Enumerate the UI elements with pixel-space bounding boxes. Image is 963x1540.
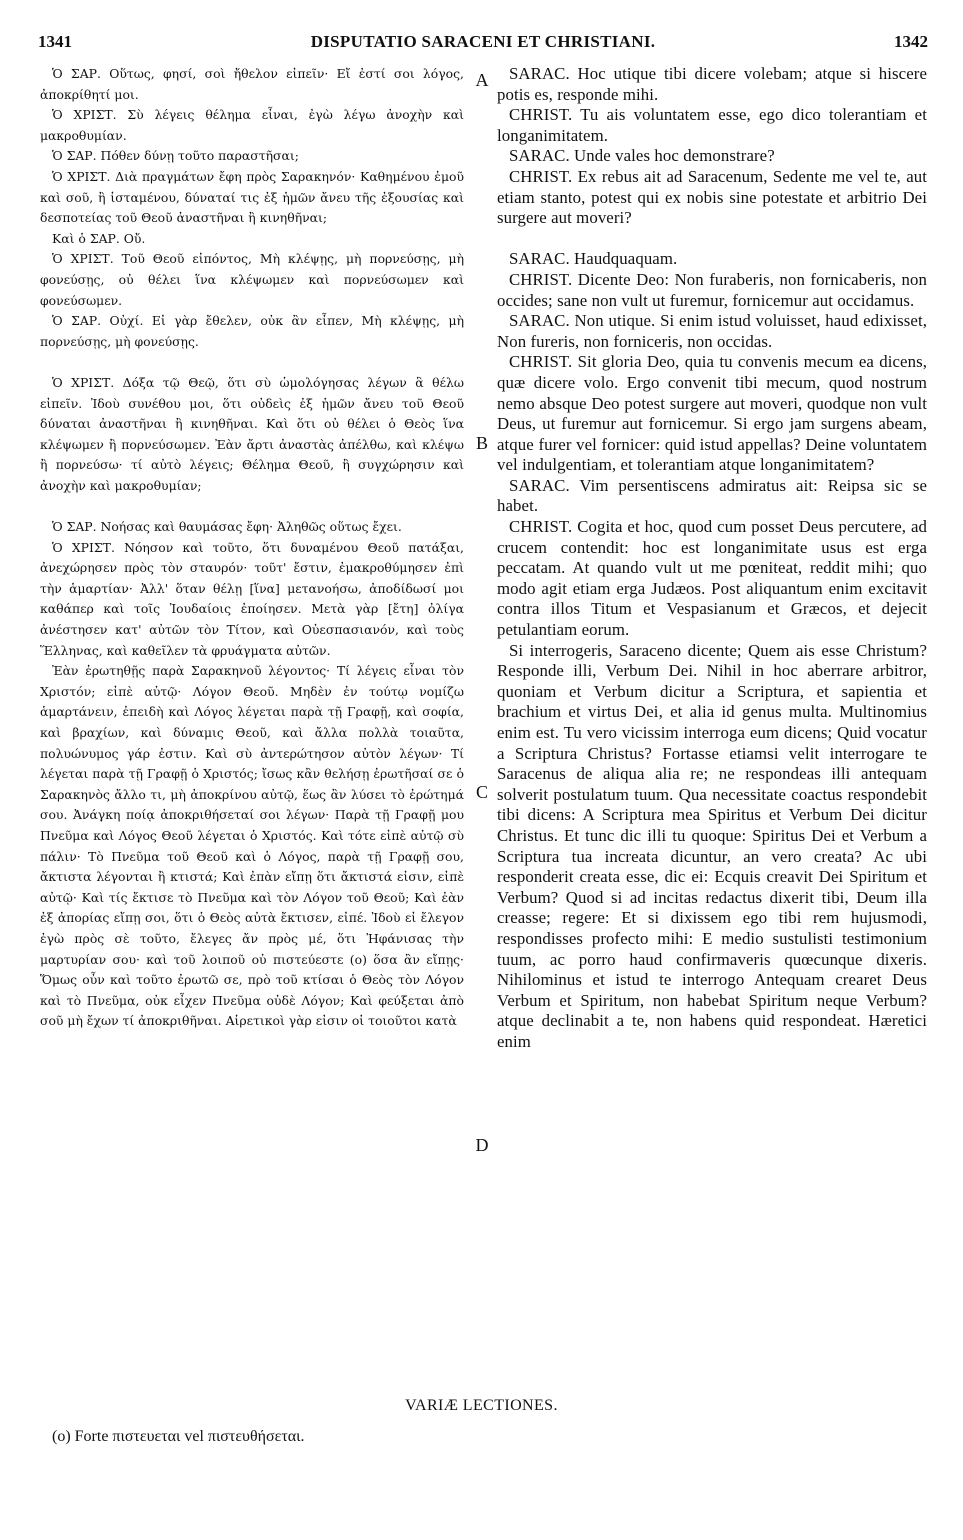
latin-paragraph: CHRIST. Ex rebus ait ad Saracenum, Sedente me vel te, aut etiam stanto, potest qui ex nobis sine potestate et arbitrio Dei surgere aut moveri?: [497, 166, 927, 228]
latin-paragraph: SARAC. Hoc utique tibi dicere volebam; atque si hiscere potis es, responde mihi.: [497, 64, 927, 104]
latin-paragraph: Si interrogeris, Saraceno dicente; Quem ais esse Christum? Responde illi, Verbum Dei. Nihil in hoc aberrare arbitror, quoniam et Verbum dicitur a Scriptura, et sapientia et brachium et virtus Dei, et alia id genus multa. Multinomius enim est. Tu vero vicissim interroga eum dicens; Quid vocatur a Scriptura Christus? Fortasse etiamsi velit interrogare te Saracenus de aliqua alia re; ne respondeas illi antequam solverit postulatum tuum. Qua necessitate coactus respondebit tibi dicens: A Scriptura mea Spiritus et Verbum Dei dicitur Christus. Et tunc dic illi tu quoque: Spiritus Dei et Verbum a Scriptura tua increata dicuntur, an vero creata? Ac ubi responderit creata esse, dic ei: Ecquis creavit Dei Spiritum et Verbum? Quod si ad incitas redactus dixerit tibi, Deum illa creasse; regere: Et si dixissem ego tibi rem hujusmodi, respondisses profecto mihi: E medio sustulisti testimonium tuum, ac porro haud confirmaveris quœcunque dixeris. Nihilominus et istud te interrogo Antequam crearet Deus Verbum et Spiritum, non habebat Spiritum neque Verbum? atque declinabit a te, non habens quid respondeat. Hæretici enim: [497, 640, 927, 1051]
paragraph-gap: [497, 229, 927, 250]
greek-paragraph: Ὁ ΣΑΡ. Οὕτως, φησί, σοὶ ἤθελον εἰπεῖν· Εἴ ἐστί σοι λόγος, ἀποκρίθητί μοι.: [40, 66, 464, 102]
greek-paragraph: Καὶ ὁ ΣΑΡ. Οὔ.: [52, 230, 146, 246]
latin-paragraph: CHRIST. Tu ais voluntatem esse, ego dico tolerantiam et longanimitatem.: [497, 105, 927, 145]
margin-letter-a: A: [475, 70, 489, 90]
greek-paragraph: Ὁ ΧΡΙΣΤ. Σὺ λέγεις θέλημα εἶναι, ἐγὼ λέγω ἀνοχὴν καὶ μακροθυμίαν.: [40, 107, 464, 143]
latin-paragraph: SARAC. Non utique. Si enim istud voluisset, haud edixisset, Non fureris, non forniceris, non occidas.: [497, 311, 927, 351]
latin-paragraph: SARAC. Unde vales hoc demonstrare?: [509, 146, 775, 166]
running-header: [38, 32, 928, 58]
latin-paragraph: CHRIST. Cogita et hoc, quod cum posset Deus percutere, ad crucem contendit: hoc est longanimitate usus est erga peccatam. At quando vult ut me pœniteat, reddit mihi; quo modo agit etiam erga Judæos. Post aliquantum enim excitavit contra illos Titum et Vespasianum et Græcos, et dejecit petulantiam eorum.: [497, 517, 927, 640]
running-title: DISPUTATIO SARACENI ET CHRISTIANI.: [310, 32, 656, 51]
greek-paragraph: Ὁ ΣΑΡ. Πόθεν δύνῃ τοῦτο παραστῆσαι;: [52, 148, 299, 164]
greek-paragraph: Ὁ ΧΡΙΣΤ. Τοῦ Θεοῦ εἰπόντος, Μὴ κλέψῃς, μὴ πορνεύσῃς, μὴ φονεύσῃς, οὐ θέλει ἵνα κλέψωμεν καὶ πορνεύσωμεν καὶ φονεύσωμεν.: [40, 251, 464, 308]
latin-paragraph: CHRIST. Sit gloria Deo, quia tu convenis mecum ea dicens, quæ dicere volo. Ergo convenit tibi mecum, quod nostrum nemo absque Deo potest surgere aut moveri, quodque non vult Deus, ut furemur aut fornicemur. Si ergo jam surgens abeam, atque furer vel fornicer: quid istud appellas? Deine voluntatem vel indulgentiam, et tolerantiam atque longanimitatem?: [497, 352, 927, 475]
greek-paragraph: Ὁ ΣΑΡ. Νοήσας καὶ θαυμάσας ἔφη· Ἀληθῶς οὕτως ἔχει.: [52, 519, 402, 535]
greek-paragraph: Ὁ ΧΡΙΣΤ. Νόησον καὶ τοῦτο, ὅτι δυναμένου Θεοῦ πατάξαι, ἀνεχώρησεν πρὸς τὸν σταυρόν· τοῦτ' ἔστιν, ἐμακροθύμησεν ἐπὶ τὴν ἁμαρτίαν· Ἀλλ' ὅταν θέλῃ [ἵνα] μετανοήσω, ἀποδίδωσί μοι καθάπερ καὶ τοῖς Ἰουδαίοις ἐποίησεν. Μετὰ γὰρ [ἔτη] ὀλίγα ἀνέστησεν κατ' αὐτῶν τὸν Τίτον, καὶ Οὐεσπασιανόν, καὶ τοὺς Ἕλληνας, καὶ καθεῖλεν τὰ φρυάγματα αὐτῶν.: [40, 539, 464, 658]
latin-paragraph: CHRIST. Dicente Deo: Non furaberis, non fornicaberis, non occides; sane non vult ut furemur, fornicemur aut occidamus.: [497, 269, 927, 310]
footnote: (o) Forte πιστευεται vel πιστευθήσεται.: [52, 1428, 305, 1445]
greek-column: [40, 64, 464, 1032]
margin-letter-c: C: [475, 782, 488, 802]
latin-column: [497, 64, 927, 1053]
paragraph-gap: [40, 352, 464, 373]
latin-paragraph: SARAC. Vim persentiscens admiratus ait: Reipsa sic se habet.: [497, 475, 927, 516]
page-number-right: 1342: [894, 32, 928, 51]
greek-paragraph: Ὁ ΧΡΙΣΤ. Διὰ πραγμάτων ἔφη πρὸς Σαρακηνόν· Καθημένου ἐμοῦ καὶ σοῦ, ἢ ἱσταμένου, δύναταί τις ἐξ ἡμῶν ἄνευ τῆς ἐξουσίας καὶ δεσποτείας τοῦ Θεοῦ ἀναστῆναι ἢ κινηθῆναι;: [40, 168, 464, 226]
page-number-left: 1341: [38, 32, 72, 51]
greek-paragraph: Ὁ ΣΑΡ. Οὐχί. Εἰ γὰρ ἔθελεν, οὐκ ἂν εἶπεν, Μὴ κλέψῃς, μὴ πορνεύσῃς, μὴ φονεύσῃς.: [40, 313, 464, 349]
margin-letter-b: B: [475, 433, 488, 453]
latin-paragraph: SARAC. Haudquaquam.: [509, 249, 678, 269]
variae-lectiones-heading: VARIÆ LECTIONES.: [405, 1397, 558, 1414]
paragraph-gap: [40, 496, 464, 517]
greek-paragraph: Ἐὰν ἐρωτηθῇς παρὰ Σαρακηνοῦ λέγοντος· Τί λέγεις εἶναι τὸν Χριστόν; εἰπὲ αὐτῷ· Λόγον Θεοῦ. Μηδὲν ἐν τούτῳ νομίζω ἁμαρτάνειν, ἐπειδὴ καὶ Λόγος λέγεται παρὰ τῇ Γραφῇ, καὶ σοφία, καὶ βραχίων, καὶ δύναμις Θεοῦ, καὶ ἄλλα πολλὰ τοιαῦτα, πολυώνυμος γάρ ἐστιν. Καὶ σὺ ἀντερώτησον αὐτὸν λέγων· Τί λέγεται παρὰ τῇ Γραφῇ ὁ Χριστός; ἴσως κἂν θελήσῃ ἐρωτῆσαί σε ὁ Σαρακηνὸς ἄλλο τι, μὴ ἀποκρίνου αὐτῷ, ἕως ἂν λύσει τὸ ἐρώτημά σου. Ἀνάγκη ποίᾳ ἀποκριθήσεταί σοι λέγων· Παρὰ τῇ Γραφῇ μου Πνεῦμα καὶ Λόγος Θεοῦ λέγεται ὁ Χριστός. Καὶ τότε εἰπὲ αὐτῷ σὺ πάλιν· Τὸ Πνεῦμα τοῦ Θεοῦ καὶ ὁ Λόγος, παρὰ τῇ Γραφῇ σου, ἄκτιστα λέγονται ἢ κτιστά; Καὶ ἐπὰν εἴπῃ ὅτι ἄκτιστά εἰσιν, εἰπὲ αὐτῷ· Καὶ τίς ἔκτισε τὸ Πνεῦμα καὶ τὸν Λόγον τοῦ Θεοῦ; Καὶ ἐὰν ἐξ ἀπορίας εἴπῃ σοι, ὅτι ὁ Θεὸς αὐτὰ ἔκτισεν, εἰπέ. Ἰδοὺ εἰ ἔλεγον ἐγὼ πρὸς σὲ τοῦτο, ἔλεγες ἄν πρὸς μέ, ὅτι Ἠφάνισας τὴν μαρτυρίαν σου· καὶ τοῦ λοιποῦ οὐ πιστεύεστε (ο) ὅσα ἂν εἴπῃς· Ὅμως οὖν καὶ τοῦτο ἐρωτῶ σε, πρὸ τοῦ κτίσαι ὁ Θεὸς τὸν Λόγον καὶ τὸ Πνεῦμα, οὐκ εἶχεν Πνεῦμα οὐδὲ Λόγον; Καὶ φεύξεται ἀπὸ σοῦ μὴ ἔχων τί ἀποκριθῆναι. Αἱρετικοὶ γὰρ εἰσιν οἱ τοιοῦτοι κατὰ: [40, 663, 464, 1029]
margin-letter-d: D: [475, 1135, 489, 1155]
greek-paragraph: Ὁ ΧΡΙΣΤ. Δόξα τῷ Θεῷ, ὅτι σὺ ὡμολόγησας λέγων ἃ θέλω εἰπεῖν. Ἰδοὺ συνέθου μοι, ὅτι οὐδεὶς ἐξ ἡμῶν ἄνευ τοῦ Θεοῦ δύναται ἀναστῆναι ἢ κινηθῆναι. Καὶ ὅτι οὐ θέλει ὁ Θεὸς ἵνα κλέψωμεν ἢ πορνεύσωμεν. Ἐὰν ἄρτι ἀναστὰς ἀπέλθω, καὶ κλέψω ἢ πορνεύσω· τί αὐτὸ λέγεις; Θέλημα Θεοῦ, ἢ συγχώρησιν καὶ ἀνοχὴν καὶ μακροθυμίαν;: [40, 374, 464, 493]
